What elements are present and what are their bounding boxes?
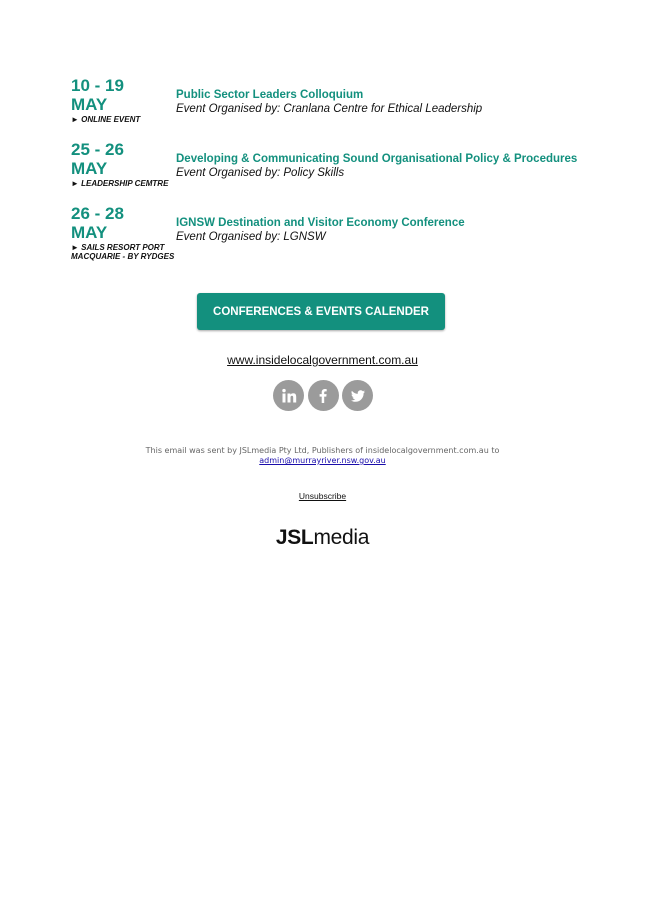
event-organiser: Event Organised by: Cranlana Centre for Ethical Leadership [176, 103, 483, 115]
event-title-link[interactable]: Developing & Communicating Sound Organisational Policy & Procedures [176, 153, 578, 165]
event-date [71, 76, 176, 140]
event-date-range: 25 - 26 [71, 140, 124, 159]
event-date-range: 10 - 19 [71, 76, 124, 95]
event-title-link[interactable]: IGNSW Destination and Visitor Economy Conference [176, 217, 465, 229]
unsubscribe-row [0, 491, 645, 501]
recipient-email-link[interactable]: admin@murrayriver.nsw.gov.au [259, 456, 386, 465]
logo-regular-part: media [313, 526, 370, 549]
event-date-range: 26 - 28 [71, 204, 124, 223]
event-location: ► LEADERSHIP CEMTRE [71, 179, 169, 188]
event-date-month: MAY [71, 223, 108, 242]
social-links [273, 380, 373, 411]
footer-sent-by [0, 446, 645, 466]
event-date [71, 204, 176, 268]
footer-sent-by-text: This email was sent by JSLmedia Pty Ltd, Publishers of insidelocalgovernment.com.au to [145, 446, 500, 455]
facebook-icon[interactable] [308, 380, 339, 411]
site-link-row [0, 353, 645, 367]
conferences-events-calendar-button[interactable]: CONFERENCES & EVENTS CALENDER [197, 293, 445, 330]
event-date-month: MAY [71, 95, 108, 114]
logo-bold-part: JSL [275, 526, 314, 549]
event-info [176, 204, 465, 268]
jslmedia-logo [0, 525, 645, 551]
event-organiser: Event Organised by: LGNSW [176, 231, 326, 243]
event-organiser: Event Organised by: Policy Skills [176, 167, 345, 179]
event-item [71, 76, 611, 140]
unsubscribe-link[interactable]: Unsubscribe [298, 491, 347, 501]
event-location: ► ONLINE EVENT [71, 115, 141, 124]
event-location: ► SAILS RESORT PORT MACQUARIE - BY RYDGES [71, 243, 175, 261]
event-info [176, 140, 577, 204]
event-info [176, 76, 482, 140]
event-date [71, 140, 176, 204]
linkedin-icon[interactable] [273, 380, 304, 411]
event-title-link[interactable]: Public Sector Leaders Colloquium [176, 89, 364, 101]
website-link[interactable]: www.insidelocalgovernment.com.au [227, 353, 418, 367]
twitter-icon[interactable] [342, 380, 373, 411]
event-item [71, 204, 611, 268]
event-date-month: MAY [71, 159, 108, 178]
event-item [71, 140, 611, 204]
events-list [71, 76, 611, 268]
